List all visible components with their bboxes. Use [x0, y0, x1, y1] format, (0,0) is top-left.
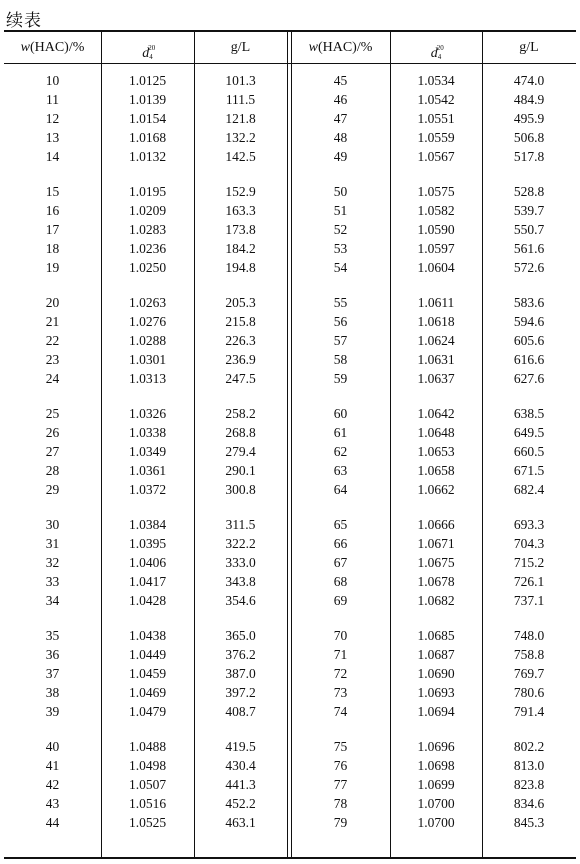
relative-density-cell: 1.0236	[128, 241, 167, 256]
mass-fraction-cell: 77	[333, 777, 348, 792]
concentration-cell: 376.2	[225, 647, 256, 662]
table-caption: 续表	[6, 11, 42, 31]
relative-density-cell: 1.0653	[417, 444, 455, 459]
relative-density-cell: 1.0693	[417, 685, 455, 700]
relative-density-cell: 1.0395	[128, 536, 167, 551]
mass-fraction-cell: 68	[333, 574, 348, 589]
mass-fraction-cell: 30	[45, 517, 60, 532]
table-row	[4, 258, 576, 277]
mass-fraction-cell: 40	[45, 739, 60, 754]
concentration-cell: 484.9	[513, 92, 545, 107]
relative-density-cell: 1.0642	[417, 406, 455, 421]
mass-fraction-cell: 51	[333, 203, 348, 218]
mass-fraction-cell: 71	[333, 647, 348, 662]
mass-fraction-cell: 37	[45, 666, 60, 681]
mass-fraction-cell: 20	[45, 295, 60, 310]
concentration-cell: 163.3	[225, 203, 256, 218]
concentration-cell: 354.6	[225, 593, 256, 608]
mass-fraction-cell: 15	[45, 184, 60, 199]
header-concentration-left: g/L	[230, 40, 251, 55]
mass-fraction-cell: 26	[45, 425, 60, 440]
concentration-cell: 813.0	[513, 758, 545, 773]
concentration-cell: 528.8	[513, 184, 545, 199]
relative-density-cell: 1.0263	[128, 295, 167, 310]
relative-density-cell: 1.0168	[128, 130, 167, 145]
relative-density-cell: 1.0498	[128, 758, 167, 773]
concentration-cell: 268.8	[225, 425, 256, 440]
concentration-cell: 769.7	[513, 666, 545, 681]
concentration-cell: 605.6	[513, 333, 545, 348]
concentration-cell: 142.5	[225, 149, 256, 164]
relative-density-cell: 1.0469	[128, 685, 167, 700]
relative-density-cell: 1.0567	[417, 149, 455, 164]
table-row	[4, 702, 576, 721]
table-row	[4, 775, 576, 794]
mass-fraction-cell: 65	[333, 517, 348, 532]
mass-fraction-cell: 28	[45, 463, 60, 478]
concentration-cell: 441.3	[225, 777, 256, 792]
table-row	[4, 239, 576, 258]
header-relative-density-right: $d^{20}_4$	[430, 44, 444, 61]
concentration-cell: 517.8	[513, 149, 545, 164]
relative-density-cell: 1.0698	[417, 758, 455, 773]
concentration-cell: 474.0	[513, 73, 545, 88]
mass-fraction-cell: 24	[45, 371, 60, 386]
concentration-cell: 758.8	[513, 647, 545, 662]
header-concentration-right: g/L	[519, 40, 539, 55]
mass-fraction-cell: 39	[45, 704, 60, 719]
mass-fraction-cell: 75	[333, 739, 348, 754]
mass-fraction-cell: 34	[45, 593, 60, 608]
concentration-cell: 594.6	[513, 314, 545, 329]
mass-fraction-cell: 58	[333, 352, 348, 367]
concentration-cell: 495.9	[513, 111, 545, 126]
mass-fraction-cell: 53	[333, 241, 348, 256]
table-row	[4, 293, 576, 312]
table-row	[4, 369, 576, 388]
mass-fraction-cell: 59	[333, 371, 348, 386]
table-row	[4, 645, 576, 664]
mass-fraction-cell: 76	[333, 758, 348, 773]
concentration-cell: 408.7	[225, 704, 256, 719]
concentration-cell: 365.0	[225, 628, 256, 643]
concentration-cell: 682.4	[513, 482, 545, 497]
concentration-cell: 737.1	[513, 593, 545, 608]
relative-density-cell: 1.0687	[417, 647, 455, 662]
mass-fraction-cell: 32	[45, 555, 60, 570]
table-row	[4, 182, 576, 201]
mass-fraction-cell: 42	[45, 777, 60, 792]
table-row	[4, 442, 576, 461]
mass-fraction-cell: 44	[45, 815, 60, 830]
concentration-cell: 791.4	[513, 704, 545, 719]
table-row	[4, 109, 576, 128]
relative-density-cell: 1.0624	[417, 333, 455, 348]
concentration-cell: 184.2	[225, 241, 256, 256]
concentration-cell: 726.1	[513, 574, 545, 589]
concentration-cell: 279.4	[225, 444, 256, 459]
table-row	[4, 794, 576, 813]
relative-density-cell: 1.0516	[128, 796, 167, 811]
table-row	[4, 128, 576, 147]
table-row	[4, 404, 576, 423]
relative-density-cell: 1.0132	[128, 149, 167, 164]
relative-density-cell: 1.0699	[417, 777, 455, 792]
relative-density-cell: 1.0671	[417, 536, 455, 551]
mass-fraction-cell: 45	[333, 73, 348, 88]
concentration-cell: 715.2	[513, 555, 545, 570]
mass-fraction-cell: 21	[45, 314, 60, 329]
mass-fraction-cell: 50	[333, 184, 348, 199]
mass-fraction-cell: 63	[333, 463, 348, 478]
table-row	[4, 756, 576, 775]
relative-density-cell: 1.0597	[417, 241, 455, 256]
relative-density-cell: 1.0618	[417, 314, 455, 329]
concentration-cell: 660.5	[513, 444, 545, 459]
mass-fraction-cell: 57	[333, 333, 348, 348]
concentration-cell: 333.0	[225, 555, 256, 570]
concentration-cell: 311.5	[225, 517, 256, 532]
concentration-cell: 258.2	[225, 406, 256, 421]
relative-density-cell: 1.0590	[417, 222, 455, 237]
concentration-cell: 300.8	[225, 482, 256, 497]
mass-fraction-cell: 62	[333, 444, 348, 459]
relative-density-cell: 1.0631	[417, 352, 455, 367]
relative-density-cell: 1.0700	[417, 796, 455, 811]
relative-density-cell: 1.0575	[417, 184, 455, 199]
relative-density-cell: 1.0648	[417, 425, 455, 440]
mass-fraction-cell: 23	[45, 352, 60, 367]
relative-density-cell: 1.0604	[417, 260, 455, 275]
relative-density-cell: 1.0637	[417, 371, 455, 386]
mass-fraction-cell: 52	[333, 222, 348, 237]
mass-fraction-cell: 73	[333, 685, 348, 700]
relative-density-cell: 1.0559	[417, 130, 455, 145]
relative-density-cell: 1.0154	[128, 111, 167, 126]
relative-density-cell: 1.0551	[417, 111, 455, 126]
relative-density-cell: 1.0428	[128, 593, 167, 608]
concentration-cell: 463.1	[225, 815, 256, 830]
mass-fraction-cell: 56	[333, 314, 348, 329]
concentration-cell: 780.6	[513, 685, 545, 700]
mass-fraction-cell: 69	[333, 593, 348, 608]
relative-density-cell: 1.0700	[417, 815, 455, 830]
concentration-cell: 290.1	[225, 463, 256, 478]
concentration-cell: 671.5	[513, 463, 545, 478]
relative-density-cell: 1.0326	[128, 406, 167, 421]
mass-fraction-cell: 64	[333, 482, 348, 497]
table-row	[4, 331, 576, 350]
concentration-cell: 649.5	[513, 425, 545, 440]
relative-density-cell: 1.0209	[128, 203, 167, 218]
concentration-cell: 506.8	[513, 130, 545, 145]
mass-fraction-cell: 12	[45, 111, 60, 126]
concentration-cell: 152.9	[225, 184, 256, 199]
relative-density-cell: 1.0125	[128, 73, 167, 88]
relative-density-cell: 1.0488	[128, 739, 167, 754]
table-row	[4, 201, 576, 220]
concentration-cell: 583.6	[513, 295, 545, 310]
mass-fraction-cell: 25	[45, 406, 60, 421]
relative-density-cell: 1.0384	[128, 517, 167, 532]
relative-density-cell: 1.0582	[417, 203, 455, 218]
mass-fraction-cell: 29	[45, 482, 60, 497]
relative-density-cell: 1.0361	[128, 463, 167, 478]
concentration-cell: 802.2	[513, 739, 545, 754]
header-mass-fraction-right: w(HAC)/%	[308, 40, 373, 55]
table-row	[4, 591, 576, 610]
relative-density-cell: 1.0542	[417, 92, 455, 107]
relative-density-cell: 1.0417	[128, 574, 167, 589]
mass-fraction-cell: 13	[45, 130, 60, 145]
relative-density-cell: 1.0678	[417, 574, 455, 589]
relative-density-cell: 1.0438	[128, 628, 167, 643]
concentration-cell: 419.5	[225, 739, 256, 754]
mass-fraction-cell: 70	[333, 628, 348, 643]
relative-density-cell: 1.0338	[128, 425, 167, 440]
relative-density-cell: 1.0534	[417, 73, 455, 88]
concentration-cell: 616.6	[513, 352, 545, 367]
mass-fraction-cell: 49	[333, 149, 348, 164]
relative-density-cell: 1.0139	[128, 92, 167, 107]
mass-fraction-cell: 61	[333, 425, 348, 440]
mass-fraction-cell: 79	[333, 815, 348, 830]
mass-fraction-cell: 14	[45, 149, 60, 164]
mass-fraction-cell: 27	[45, 444, 60, 459]
relative-density-cell: 1.0449	[128, 647, 167, 662]
mass-fraction-cell: 47	[333, 111, 348, 126]
mass-fraction-cell: 17	[45, 222, 60, 237]
relative-density-cell: 1.0406	[128, 555, 167, 570]
table-row	[4, 220, 576, 239]
table-row	[4, 572, 576, 591]
relative-density-cell: 1.0288	[128, 333, 167, 348]
mass-fraction-cell: 72	[333, 666, 348, 681]
relative-density-cell: 1.0611	[417, 295, 455, 310]
mass-fraction-cell: 55	[333, 295, 348, 310]
mass-fraction-cell: 54	[333, 260, 348, 275]
relative-density-cell: 1.0313	[128, 371, 167, 386]
mass-fraction-cell: 67	[333, 555, 348, 570]
table-row	[4, 90, 576, 109]
relative-density-cell: 1.0685	[417, 628, 455, 643]
relative-density-cell: 1.0696	[417, 739, 455, 754]
mass-fraction-cell: 41	[45, 758, 60, 773]
relative-density-cell: 1.0250	[128, 260, 167, 275]
relative-density-cell: 1.0690	[417, 666, 455, 681]
concentration-cell: 845.3	[513, 815, 545, 830]
mass-fraction-cell: 19	[45, 260, 60, 275]
table-row	[4, 737, 576, 756]
concentration-cell: 387.0	[225, 666, 256, 681]
concentration-cell: 121.8	[225, 111, 256, 126]
relative-density-cell: 1.0662	[417, 482, 455, 497]
concentration-cell: 748.0	[513, 628, 545, 643]
concentration-cell: 704.3	[513, 536, 545, 551]
mass-fraction-cell: 46	[333, 92, 348, 107]
relative-density-cell: 1.0195	[128, 184, 167, 199]
table-row	[4, 553, 576, 572]
concentration-cell: 452.2	[225, 796, 256, 811]
table-row	[4, 312, 576, 331]
concentration-cell: 205.3	[225, 295, 256, 310]
table-row	[4, 534, 576, 553]
mass-fraction-cell: 33	[45, 574, 60, 589]
mass-fraction-cell: 60	[333, 406, 348, 421]
concentration-cell: 834.6	[513, 796, 545, 811]
relative-density-cell: 1.0459	[128, 666, 167, 681]
concentration-cell: 236.9	[225, 352, 256, 367]
relative-density-cell: 1.0675	[417, 555, 455, 570]
concentration-cell: 194.8	[225, 260, 256, 275]
concentration-cell: 561.6	[513, 241, 545, 256]
concentration-cell: 101.3	[225, 73, 256, 88]
concentration-cell: 550.7	[513, 222, 545, 237]
relative-density-cell: 1.0276	[128, 314, 167, 329]
table-row	[4, 683, 576, 702]
table-row	[4, 813, 576, 832]
mass-fraction-cell: 22	[45, 333, 60, 348]
mass-fraction-cell: 66	[333, 536, 348, 551]
concentration-cell: 343.8	[225, 574, 256, 589]
relative-density-cell: 1.0283	[128, 222, 167, 237]
concentration-cell: 215.8	[225, 314, 256, 329]
mass-fraction-cell: 11	[46, 92, 59, 107]
table-row	[4, 423, 576, 442]
concentration-cell: 247.5	[225, 371, 256, 386]
concentration-cell: 539.7	[513, 203, 545, 218]
concentration-cell: 823.8	[513, 777, 545, 792]
concentration-cell: 693.3	[513, 517, 545, 532]
table-row	[4, 664, 576, 683]
mass-fraction-cell: 78	[333, 796, 348, 811]
table-row	[4, 515, 576, 534]
table-row	[4, 71, 576, 90]
relative-density-cell: 1.0682	[417, 593, 455, 608]
concentration-cell: 627.6	[513, 371, 545, 386]
mass-fraction-cell: 10	[45, 73, 60, 88]
relative-density-cell: 1.0301	[128, 352, 167, 367]
concentration-cell: 111.5	[225, 92, 256, 107]
header-relative-density-left: $d^{20}_4$	[142, 44, 156, 61]
table-row	[4, 480, 576, 499]
concentration-cell: 397.2	[225, 685, 256, 700]
relative-density-cell: 1.0372	[128, 482, 167, 497]
concentration-cell: 430.4	[225, 758, 256, 773]
mass-fraction-cell: 36	[45, 647, 60, 662]
relative-density-cell: 1.0349	[128, 444, 167, 459]
concentration-cell: 226.3	[225, 333, 256, 348]
concentration-cell: 173.8	[225, 222, 256, 237]
concentration-cell: 132.2	[225, 130, 256, 145]
mass-fraction-cell: 18	[45, 241, 60, 256]
table-row	[4, 147, 576, 166]
mass-fraction-cell: 35	[45, 628, 60, 643]
relative-density-cell: 1.0658	[417, 463, 455, 478]
concentration-cell: 322.2	[225, 536, 256, 551]
mass-fraction-cell: 43	[45, 796, 60, 811]
mass-fraction-cell: 16	[45, 203, 60, 218]
mass-fraction-cell: 74	[333, 704, 348, 719]
relative-density-cell: 1.0694	[417, 704, 455, 719]
relative-density-cell: 1.0479	[128, 704, 167, 719]
concentration-cell: 638.5	[513, 406, 545, 421]
table-row	[4, 350, 576, 369]
table-row	[4, 626, 576, 645]
mass-fraction-cell: 48	[333, 130, 348, 145]
relative-density-cell: 1.0666	[417, 517, 455, 532]
table-row	[4, 461, 576, 480]
concentration-cell: 572.6	[513, 260, 545, 275]
mass-fraction-cell: 31	[45, 536, 60, 551]
relative-density-cell: 1.0525	[128, 815, 167, 830]
mass-fraction-cell: 38	[45, 685, 60, 700]
relative-density-cell: 1.0507	[128, 777, 167, 792]
header-mass-fraction-left: w(HAC)/%	[20, 40, 85, 55]
